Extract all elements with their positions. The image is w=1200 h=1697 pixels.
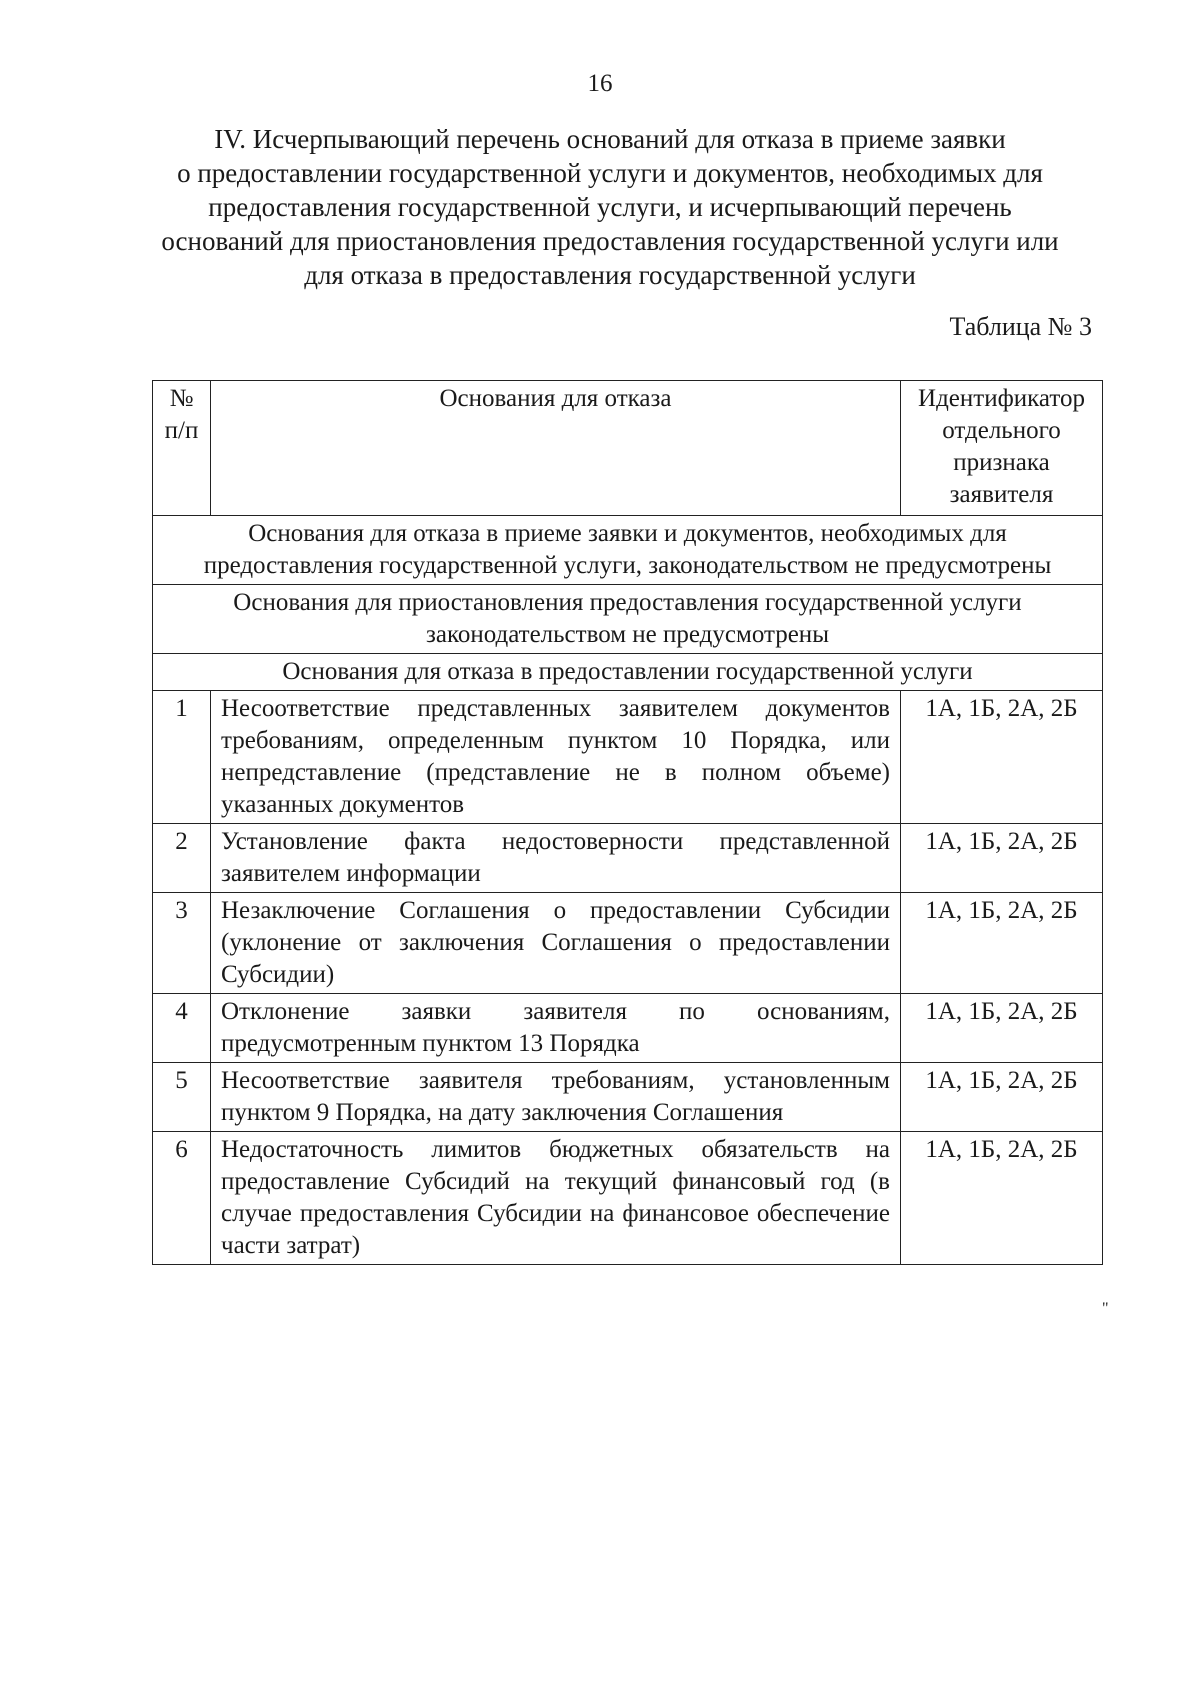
header-identifier: Идентификатор отдельного признака заявителя: [901, 381, 1103, 516]
table-row: [153, 691, 1103, 824]
header-reason: Основания для отказа: [211, 381, 901, 516]
row-number: 2: [153, 824, 211, 893]
row-reason: Несоответствие заявителя требованиям, установленным пунктом 9 Порядка, на дату заключения Соглашения: [211, 1063, 901, 1132]
heading-line: для отказа в предоставления государственной услуги: [304, 260, 916, 290]
section-heading: [120, 122, 1100, 292]
row-reason: Недостаточность лимитов бюджетных обязательств на предоставление Субсидий на текущий финансовый год (в случае предоставления Субсидии на финансовое обеспечение части затрат): [211, 1132, 901, 1265]
row-identifier: 1А, 1Б, 2А, 2Б: [901, 691, 1103, 824]
section-cell: Основания для приостановления предоставления государственной услуги законодательством не предусмотрены: [153, 585, 1103, 654]
row-reason: Незаключение Соглашения о предоставлении Субсидии (уклонение от заключения Соглашения о предоставлении Субсидии): [211, 893, 901, 994]
section-row: [153, 654, 1103, 691]
heading-line: о предоставлении государственной услуги и документов, необходимых для: [177, 158, 1043, 188]
table-row: [153, 1132, 1103, 1265]
header-number: № п/п: [153, 381, 211, 516]
table-caption: Таблица № 3: [949, 312, 1092, 341]
section-cell: Основания для отказа в приеме заявки и документов, необходимых для предоставления государственной услуги, законодательством не предусмотрены: [153, 516, 1103, 585]
row-identifier: 1А, 1Б, 2А, 2Б: [901, 893, 1103, 994]
table-row: [153, 824, 1103, 893]
heading-line: IV. Исчерпывающий перечень оснований для отказа в приеме заявки: [214, 124, 1006, 154]
row-number: 5: [153, 1063, 211, 1132]
row-identifier: 1А, 1Б, 2А, 2Б: [901, 994, 1103, 1063]
row-identifier: 1А, 1Б, 2А, 2Б: [901, 824, 1103, 893]
row-number: 1: [153, 691, 211, 824]
table-row: [153, 1063, 1103, 1132]
table-row: [153, 994, 1103, 1063]
row-number: 6: [153, 1132, 211, 1265]
row-identifier: 1А, 1Б, 2А, 2Б: [901, 1063, 1103, 1132]
section-row: [153, 516, 1103, 585]
heading-line: предоставления государственной услуги, и исчерпывающий перечень: [208, 192, 1012, 222]
row-identifier: 1А, 1Б, 2А, 2Б: [901, 1132, 1103, 1265]
section-row: [153, 585, 1103, 654]
table-row: [153, 893, 1103, 994]
heading-line: оснований для приостановления предоставления государственной услуги или: [161, 226, 1059, 256]
refusal-reasons-table: [152, 380, 1103, 1265]
row-number: 3: [153, 893, 211, 994]
page-number: 16: [587, 70, 613, 97]
row-reason: Установление факта недостоверности представленной заявителем информации: [211, 824, 901, 893]
table-header-row: [153, 381, 1103, 516]
row-number: 4: [153, 994, 211, 1063]
row-reason: Отклонение заявки заявителя по основаниям, предусмотренным пунктом 13 Порядка: [211, 994, 901, 1063]
section-cell: Основания для отказа в предоставлении государственной услуги: [153, 654, 1103, 691]
row-reason: Несоответствие представленных заявителем документов требованиям, определенным пунктом 10 Порядка, или непредставление (представление не в полном объеме) указанных документов: [211, 691, 901, 824]
closing-quote-mark: ": [1102, 1300, 1109, 1317]
